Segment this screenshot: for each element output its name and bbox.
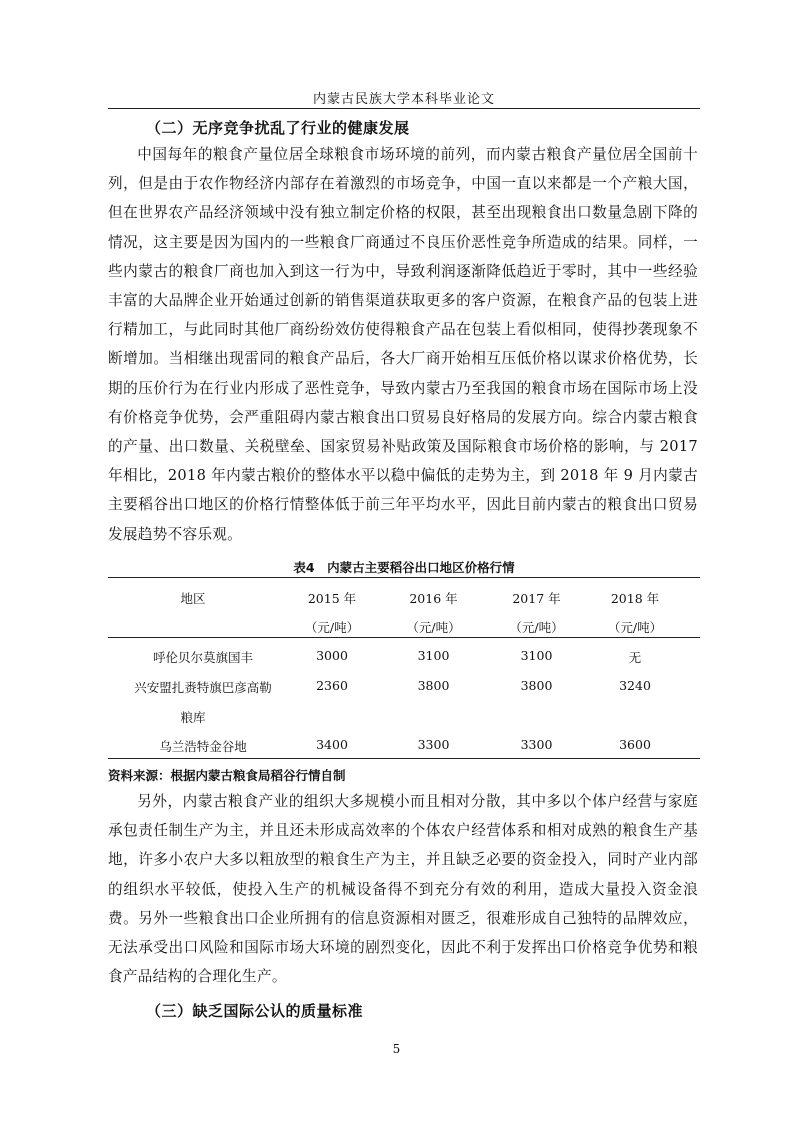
table-source-note: 资料来源：根据内蒙古粮食局稻谷行情自制 xyxy=(108,768,346,783)
section-heading-3: （三）缺乏国际公认的质量标准 xyxy=(146,1002,364,1020)
table-header-year: 2018 年 xyxy=(610,591,660,606)
table-header-year: 2016 年 xyxy=(409,591,458,606)
header-rule xyxy=(108,108,700,109)
section-heading-2: （二）无序竞争扰乱了行业的健康发展 xyxy=(146,119,410,137)
table-cell-value: 无 xyxy=(628,650,642,665)
table-cell-region: 兴安盟扎赉特旗巴彦高勒 xyxy=(134,680,272,695)
table-caption: 表4 内蒙古主要稻谷出口地区价格行情 xyxy=(293,560,515,575)
table-cell-region-continued: 粮库 xyxy=(180,710,206,725)
table-header-rule xyxy=(108,637,700,638)
running-header: 内蒙古民族大学本科毕业论文 xyxy=(312,92,495,107)
table-cell-value: 3600 xyxy=(619,737,651,752)
table-cell-value: 3100 xyxy=(417,648,450,663)
table-header-region: 地区 xyxy=(180,591,206,606)
table-header-year: 2017 年 xyxy=(512,591,561,606)
table-cell-value: 3800 xyxy=(417,678,450,693)
body-paragraph-1: 中国每年的粮食产量位居全球粮食市场环境的前列，而内蒙古粮食产量位居全国前十列，但是由于农作物经济内部存在着激烈的市场竞争，中国一直以来都是一个产粮大国，但在世界农产品经济领域中没有独立制定价格的权限，甚至出现粮食出口数量急剧下降的情况，这主要是因为国内的一些粮食厂商通过不良压价恶性竞争所造成的结果。同样，一些内蒙古的粮食厂商也加入到这一行为中，导致利润逐渐降低趋近于零时，其中一些经验丰富的大品牌企业开始通过创新的销售渠道获取更多的客户资源，在粮食产品的包装上进行精加工，与此同时其他厂商纷纷效仿使得粮食产品在包装上看似相同，使得抄袭现象不断增加。当相继出现雷同的粮食产品后，各大厂商开始相互压低价格以谋求价格优势，长期的压价行为在行业内形成了恶性竞争，导致内蒙古乃至我国的粮食市场在国际市场上没有价格竞争优势，会严重阻碍内蒙古粮食出口贸易良好格局的发展方向。综合内蒙古粮食的产量、出口数量、关税壁垒、国家贸易补贴政策及国际粮食市场价格的影响，与 2017 年相比，2018 年内蒙古粮价的整体水平以稳中偏低的走势为主，到 2018 年 9 月内蒙古主要稻谷出口地区的价格行情整体低于前三年平均水平，因此目前内蒙古的粮食出口贸易发展趋势不容乐观。 xyxy=(108,146,698,543)
page-number: 5 xyxy=(392,1042,401,1056)
table-header-unit: （元/吨） xyxy=(509,620,564,635)
table-header-year: 2015 年 xyxy=(307,591,357,606)
table-cell-region: 呼伦贝尔莫旗国丰 xyxy=(152,650,253,665)
table-cell-value: 3400 xyxy=(316,737,348,752)
table-cell-region: 乌兰浩特金谷地 xyxy=(159,739,247,754)
table-cell-value: 3000 xyxy=(316,648,348,663)
table-cell-value: 3300 xyxy=(520,737,553,752)
table-cell-value: 2360 xyxy=(316,678,348,693)
table-header-unit: （元/吨） xyxy=(406,620,461,635)
table-header-unit: （元/吨） xyxy=(607,620,663,635)
body-paragraph-2: 另外，内蒙古粮食产业的组织大多规模小而且相对分散，其中多以个体户经营与家庭承包责任制生产为主，并且还未形成高效率的个体农户经营体系和相对成熟的粮食生产基地，许多小农户大多以粗放型的粮食生产为主，并且缺乏必要的资金投入，同时产业内部的组织水平较低，使投入生产的机械设备得不到充分有效的利用，造成大量投入资金浪费。另外一些粮食出口企业所拥有的信息资源相对匮乏，很难形成自己独特的品牌效应，无法承受出口风险和国际市场大环境的剧烈变化，因此不利于发挥出口价格竞争优势和粮食产品结构的合理化生产。 xyxy=(108,793,698,986)
table-cell-value: 3800 xyxy=(520,678,553,693)
table-top-rule xyxy=(108,577,700,578)
table-cell-value: 3100 xyxy=(520,648,553,663)
table-bottom-rule xyxy=(108,758,700,759)
table-cell-value: 3300 xyxy=(417,737,450,752)
table-header-unit: （元/吨） xyxy=(304,620,360,635)
table-cell-value: 3240 xyxy=(619,678,651,693)
